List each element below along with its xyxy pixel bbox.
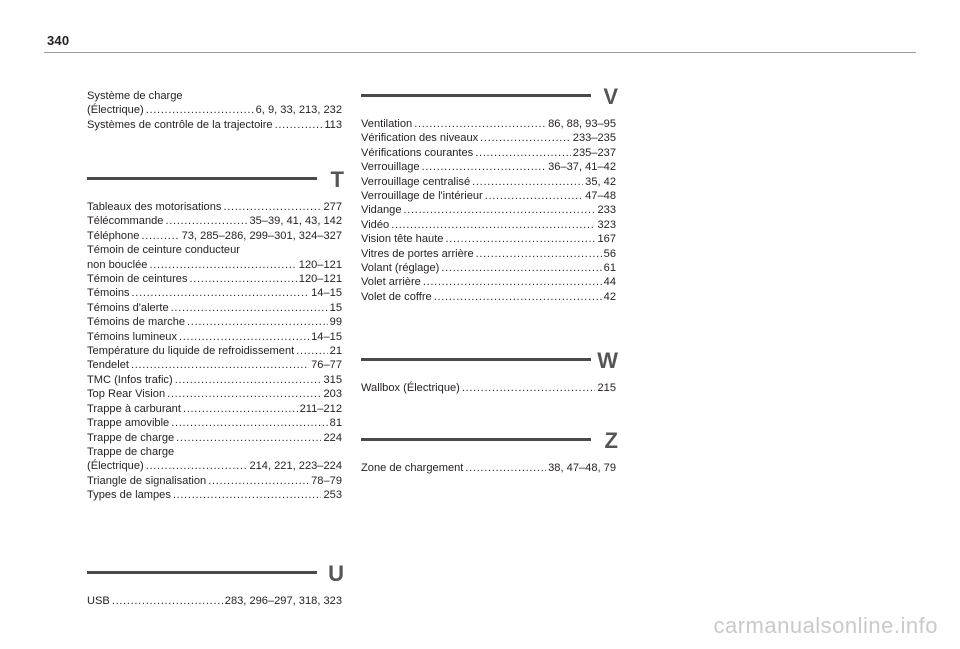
index-entry-pages: 283, 296–297, 318, 323	[224, 595, 342, 607]
index-entry-pages: 215	[597, 382, 616, 394]
index-entry-label: Verrouillage	[361, 161, 420, 174]
index-entry-label: Trappe à carburant	[87, 402, 181, 415]
index-entry	[361, 247, 616, 261]
index-entry-line	[87, 272, 342, 286]
dot-leader	[423, 275, 602, 289]
index-entry-pages: 233–235	[572, 132, 616, 145]
index-entry	[87, 402, 342, 416]
index-entry	[87, 200, 342, 214]
section-header-t	[87, 167, 344, 192]
index-entry	[361, 218, 616, 232]
index-entry-line	[87, 301, 342, 315]
dot-leader	[132, 286, 310, 300]
index-entry-line	[87, 200, 342, 214]
index-entry-pages: 38, 47–48, 79	[548, 462, 616, 474]
index-entry	[361, 146, 616, 160]
dot-leader	[462, 381, 596, 395]
dot-leader	[171, 301, 328, 315]
section-rule	[361, 94, 591, 97]
section-rule	[361, 358, 591, 361]
index-entry	[361, 381, 616, 395]
index-entry	[87, 488, 342, 502]
index-entry	[361, 261, 616, 275]
section-t	[87, 167, 344, 503]
index-entry-label: TMC (Infos trafic)	[87, 373, 173, 386]
dot-leader	[480, 131, 571, 145]
index-entry	[87, 594, 342, 608]
index-entry-label: non bouclée	[87, 258, 148, 271]
dot-leader	[183, 402, 298, 416]
section-rule	[87, 571, 317, 574]
index-entry-line	[87, 459, 342, 473]
index-entry-label: Verrouillage de l'intérieur	[361, 190, 483, 203]
index-entry-label: Télécommande	[87, 215, 164, 228]
dot-leader	[175, 373, 322, 387]
index-entry	[87, 286, 342, 300]
index-entry-label: Trappe de charge	[87, 431, 175, 444]
index-entry	[87, 214, 342, 228]
dot-leader	[223, 200, 321, 214]
index-entry	[361, 175, 616, 189]
dot-leader	[187, 315, 328, 329]
index-entry-pages: 113	[324, 118, 342, 131]
index-entry-pages: 277	[323, 201, 342, 213]
index-entry	[87, 416, 342, 430]
index-entry-pages: 73, 285–286, 299–301, 324–327	[181, 229, 342, 242]
index-entry	[87, 118, 342, 132]
dot-leader	[171, 416, 327, 430]
index-entry-line	[87, 474, 342, 488]
index-entry-heading-line: Système de charge	[87, 90, 183, 102]
index-entry-line	[87, 488, 342, 502]
index-entry-label: Téléphone	[87, 229, 140, 242]
index-entry-line	[87, 103, 342, 117]
index-entry-line	[361, 146, 616, 160]
index-entry-label: (Électrique)	[87, 460, 144, 473]
dot-leader	[445, 232, 595, 246]
dot-leader	[141, 229, 179, 243]
index-entry-line	[361, 461, 616, 475]
index-entry-pages: 323	[597, 218, 616, 231]
index-entry-line	[361, 175, 616, 189]
index-entry-pages: 120–121	[298, 258, 342, 271]
section-u-entries	[87, 594, 342, 608]
dot-leader	[179, 330, 309, 344]
section-w-entries	[361, 381, 616, 395]
dot-leader	[167, 387, 321, 401]
dot-leader	[112, 594, 223, 608]
index-entry	[361, 461, 616, 475]
section-header-u	[87, 561, 344, 586]
index-entry-line	[361, 381, 616, 395]
index-entry	[87, 272, 342, 286]
dot-leader	[146, 459, 248, 473]
index-entry-line	[361, 261, 616, 275]
index-entry-pages: 42	[603, 290, 616, 303]
index-entry-label: USB	[87, 595, 110, 607]
section-letter-u: U	[328, 561, 344, 586]
index-entry-label: Tableaux des motorisations	[87, 201, 222, 213]
index-entry-line	[87, 229, 342, 243]
index-entry-label: Témoins d'alerte	[87, 301, 169, 314]
index-entry	[361, 275, 616, 289]
index-entry-line	[87, 387, 342, 401]
index-entry-pages: 35–39, 41, 43, 142	[249, 215, 342, 228]
section-letter-w: W	[597, 348, 618, 373]
dot-leader	[190, 272, 297, 286]
index-entry-label: Témoins lumineux	[87, 330, 178, 343]
dot-leader	[176, 431, 321, 445]
page-number: 340	[47, 33, 70, 48]
index-entry-pages: 61	[603, 262, 616, 275]
dot-leader	[472, 175, 583, 189]
index-entry	[361, 189, 616, 203]
dot-leader	[131, 358, 309, 372]
index-entry-label: Verrouillage centralisé	[361, 175, 471, 188]
index-entry	[87, 344, 342, 358]
dot-leader	[208, 474, 309, 488]
index-entry-pages: 47–48	[585, 190, 616, 203]
index-entry-pages: 21	[329, 345, 342, 358]
index-entry-pages: 120–121	[298, 273, 342, 286]
index-entry-line	[361, 232, 616, 246]
section-w	[361, 348, 618, 395]
index-entry-line	[87, 315, 342, 329]
index-entry-label: Zone de chargement	[361, 462, 464, 474]
index-entry-label: Wallbox (Électrique)	[361, 382, 460, 394]
index-entry-pages: 36–37, 41–42	[548, 161, 616, 174]
index-entry-line	[361, 290, 616, 304]
index-entry-pages: 44	[603, 276, 616, 289]
index-entry-line	[87, 402, 342, 416]
index-entry	[87, 373, 342, 387]
index-entry-line	[87, 594, 342, 608]
index-entry-line	[87, 258, 342, 272]
index-entry-label: Systèmes de contrôle de la trajectoire	[87, 118, 273, 131]
index-entry	[87, 315, 342, 329]
index-entry-pages: 6, 9, 33, 213, 232	[255, 104, 342, 117]
index-entry-line	[361, 218, 616, 232]
section-header-z	[361, 428, 618, 453]
index-entry	[361, 203, 616, 217]
section-letter-t: T	[330, 167, 344, 192]
index-entry-pages: 56	[603, 247, 616, 260]
dot-leader	[275, 118, 323, 132]
index-entry	[361, 290, 616, 304]
index-entry-label: Tendelet	[87, 359, 129, 372]
index-entry-pages: 86, 88, 93–95	[548, 118, 616, 130]
index-entry-label: Trappe amovible	[87, 417, 170, 430]
index-entry-label: Top Rear Vision	[87, 388, 166, 401]
index-entry-line	[361, 117, 616, 131]
index-entry-pages: 235–237	[572, 146, 616, 159]
index-entry-pages: 167	[597, 233, 616, 246]
dot-leader	[149, 258, 296, 272]
index-entry-label: Témoin de ceintures	[87, 273, 188, 286]
index-entry-label: Témoins de marche	[87, 316, 186, 329]
dot-leader	[296, 344, 327, 358]
index-entry	[87, 89, 342, 118]
dot-leader	[173, 488, 322, 502]
dot-leader	[441, 261, 601, 275]
index-entry-pages: 211–212	[299, 402, 342, 415]
index-entry	[361, 117, 616, 131]
dot-leader	[434, 290, 602, 304]
index-entry	[87, 330, 342, 344]
index-entry-pages: 315	[323, 373, 342, 386]
index-entry-line	[87, 431, 342, 445]
index-entry-pages: 76–77	[311, 359, 342, 372]
index-entry-heading-line: Trappe de charge	[87, 445, 175, 458]
index-entry-heading-line: Témoin de ceinture conducteur	[87, 244, 240, 257]
intro-entries	[87, 89, 342, 132]
index-entry-pages: 99	[329, 316, 342, 329]
section-rule	[87, 177, 317, 180]
index-entry	[87, 387, 342, 401]
index-entry-label: Témoins	[87, 287, 130, 300]
left-column	[87, 89, 342, 132]
section-letter-v: V	[603, 84, 618, 109]
index-entry	[87, 243, 342, 272]
index-entry-label: Vérification des niveaux	[361, 132, 479, 145]
section-rule	[361, 438, 591, 441]
index-entry	[87, 474, 342, 488]
dot-leader	[414, 117, 546, 131]
index-entry-line	[87, 373, 342, 387]
index-entry-pages: 15	[329, 301, 342, 314]
index-entry-pages: 233	[597, 204, 616, 217]
index-entry-line	[361, 160, 616, 174]
dot-leader	[485, 189, 583, 203]
index-entry-label: Volet de coffre	[361, 290, 432, 303]
index-entry	[361, 160, 616, 174]
dot-leader	[476, 247, 602, 261]
index-entry	[87, 445, 342, 474]
section-u	[87, 561, 344, 608]
header-divider	[44, 52, 916, 53]
index-entry	[87, 301, 342, 315]
section-z-entries	[361, 461, 616, 475]
index-entry-label: Vision tête haute	[361, 233, 444, 246]
index-entry-label: Vidange	[361, 204, 402, 217]
section-t-entries	[87, 200, 342, 503]
index-entry	[87, 431, 342, 445]
index-entry	[361, 131, 616, 145]
index-entry-label: Ventilation	[361, 118, 413, 130]
index-entry-line	[361, 131, 616, 145]
index-entry-pages: 14–15	[311, 287, 342, 300]
section-header-w	[361, 348, 618, 373]
dot-leader	[146, 103, 254, 117]
index-entry-line	[87, 118, 342, 132]
section-v	[361, 84, 618, 304]
section-header-v	[361, 84, 618, 109]
index-entry	[361, 232, 616, 246]
index-entry-pages: 78–79	[311, 474, 342, 487]
dot-leader	[422, 160, 547, 174]
index-entry-line	[87, 286, 342, 300]
index-entry-line	[361, 247, 616, 261]
index-entry-label: Vitres de portes arrière	[361, 247, 474, 260]
index-entry-label: Vérifications courantes	[361, 146, 474, 159]
index-entry-line	[87, 358, 342, 372]
index-entry-pages: 253	[323, 489, 342, 502]
dot-leader	[165, 214, 247, 228]
index-entry-label: Vidéo	[361, 218, 390, 231]
section-v-entries	[361, 117, 616, 304]
dot-leader	[391, 218, 595, 232]
index-entry-pages: 203	[323, 388, 342, 401]
dot-leader	[465, 461, 546, 475]
section-letter-z: Z	[604, 428, 618, 453]
watermark: carmanualsonline.info	[713, 613, 938, 638]
index-entry-pages: 224	[323, 431, 342, 444]
dot-leader	[475, 146, 571, 160]
index-entry-line	[87, 344, 342, 358]
index-entry	[87, 229, 342, 243]
index-entry-line	[87, 416, 342, 430]
index-entry-line	[87, 330, 342, 344]
index-entry-line	[87, 214, 342, 228]
index-entry-label: (Électrique)	[87, 104, 144, 117]
index-entry-pages: 214, 221, 223–224	[249, 460, 342, 473]
index-entry-line	[361, 275, 616, 289]
index-entry-line	[361, 203, 616, 217]
index-entry-label: Volet arrière	[361, 276, 421, 289]
index-entry-label: Température du liquide de refroidissement	[87, 345, 295, 358]
index-entry-line	[361, 189, 616, 203]
index-entry-pages: 14–15	[311, 330, 342, 343]
index-entry-pages: 35, 42	[585, 175, 616, 188]
index-entry-pages: 81	[329, 417, 342, 430]
dot-leader	[404, 203, 596, 217]
section-z	[361, 428, 618, 475]
index-entry-label: Volant (réglage)	[361, 262, 440, 275]
index-entry	[87, 358, 342, 372]
index-entry-label: Types de lampes	[87, 489, 171, 502]
index-entry-label: Triangle de signalisation	[87, 474, 207, 487]
